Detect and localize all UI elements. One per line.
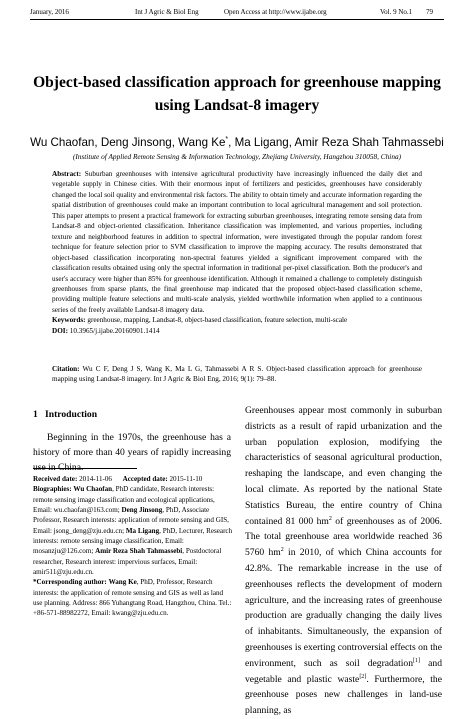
citation-block — [52, 364, 422, 385]
corresponding-marker: * — [225, 136, 229, 143]
superscript-2a: 2 — [328, 515, 332, 522]
dates-line — [33, 474, 233, 484]
superscript-2b: 2 — [280, 546, 284, 553]
section-heading — [33, 409, 97, 421]
keywords-text: greenhouse, mapping, Landsat-8, object-based classification, feature selection, multi-scale — [87, 316, 348, 325]
bio-name-2: Deng Jinsong — [121, 506, 163, 515]
received-label: Received date: — [33, 475, 78, 483]
title-line-2: using Landsat-8 imagery — [154, 97, 320, 114]
intro-right-paragraph — [245, 403, 442, 719]
affiliation: (Institute of Applied Remote Sensing & Information Technology, Zhejiang University, Hangzhou 310058, China) — [72, 152, 402, 161]
abstract-label: Abstract: — [52, 170, 82, 178]
bio-text-2: , PhD, Associate Professor, Research interests: application of remote sensing and GIS, Email: jsong_deng@zju.edu.cn; — [33, 506, 229, 535]
intro-paragraph: Beginning in the 1970s, the greenhouse has a history of more than 40 years of rapidly increasing use in China. — [33, 432, 231, 473]
abstract-block — [52, 169, 422, 336]
bio-text-4: , Postdoctoral researcher, Research interest: impervious surfaces, Email: amir511@zju.edu.cn. — [33, 547, 222, 577]
corr-name: Wang Ke — [108, 578, 137, 587]
right-text-5: . Furthermore, the greenhouse poses new challenges in land-use planning, as — [245, 673, 442, 717]
corr-text: , PhD, Professor, Research interests: the application of remote sensing and GIS as well as land use planning. Address: 866 Yuhangtang Road, Hangzhou, China. Tel.: +86-571-88982272, Email: kwang@zju.edu.cn. — [33, 578, 232, 618]
footnote-block — [33, 474, 233, 619]
reference-1[interactable]: [1] — [413, 657, 421, 664]
bio-name-1: Wu Chaofan — [73, 485, 113, 494]
accepted-label: Accepted date: — [122, 475, 168, 483]
doi-label: DOI: — [52, 326, 68, 335]
right-text-3: in 2010, of which China accounts for 42.8%. The remarkable increase in the use of greenhouses reflects the development of modern agriculture, and the increasing rates of greenhouse production are gradually changing the daily lives of inhabitants. Simultaneously, the expansion of greenhouses is exerting controversial effects on the environment, such as soil degradation — [245, 547, 442, 669]
header-rule — [30, 19, 444, 20]
intro-right-column — [245, 403, 442, 719]
section-number: 1 — [33, 409, 38, 420]
title-line-1: Object-based classification approach for greenhouse mapping — [33, 74, 441, 91]
header-access: Open Access at http://www.ijabe.org — [224, 8, 327, 16]
section-title: Introduction — [45, 409, 98, 420]
biographies — [33, 484, 233, 577]
abstract-text: Suburban greenhouses with intensive agricultural productivity have increasingly influenced the daily diet and vegetable supply in Chinese cities. With their enormous input of fertilizers and pesticides, greenhouses have considerably changed the local soil quality and environmental risk factors. The ability to obtain timely and accurate information regarding the spatial distribution of greenhouses could make an important contribution to local agricultural management and soil protection. This paper attempts to present a practical framework for extracting suburban greenhouses, integrating remote sensing data from Landsat-8 and object-oriented classification. Inheritance classification was implemented, and various properties, including texture and neighborhood features in addition to spectral information, were investigated through the popular random forest technique for feature selection prior to SVM classification to improve the mapping accuracy. The results demonstrated that object-based classification incorporating non-spectral features yielded a significant improvement compared with the classification results obtained using only the spectral information in traditional per-pixel classification. Both the producer's and user's accuracy were higher than 85% for greenhouse identification. Although it remained a challenge to completely distinguish greenhouses from sparse plants, the final greenhouse map indicated that the proposed object-based classification scheme, providing multiple feature selections and multi-scale analysis, yielded worthwhile information when applied to a continuous series of the freely available Landsat-8 imagery data. — [52, 170, 422, 314]
reference-2[interactable]: [2] — [359, 673, 367, 680]
author-list — [20, 133, 454, 150]
bio-name-4: Amir Reza Shah Tahmassebi — [95, 547, 183, 556]
running-header — [30, 7, 444, 19]
header-date: January, 2016 — [30, 8, 69, 16]
bio-text-3: , PhD, Lecturer, Research interests: remote sensing image classification, Email: mosanzju@126.com; — [33, 526, 233, 556]
bio-name-3: Ma Ligang — [125, 526, 160, 535]
citation-label: Citation: — [52, 365, 80, 373]
accepted-date: 2015-11-10 — [169, 475, 203, 483]
corresponding-author — [33, 577, 233, 618]
authors-part-2: , Ma Ligang, Amir Reza Shah Tahmassebi — [228, 135, 444, 149]
right-text-4: and vegetable and plastic waste — [245, 657, 442, 685]
paper-title — [20, 71, 454, 117]
header-journal: Int J Agric & Biol Eng — [135, 8, 199, 16]
header-volume: Vol. 9 No.1 — [380, 8, 413, 16]
citation-text: Wu C F, Deng J S, Wang K, Ma L G, Tahmassebi A R S. Object-based classification approach for greenhouse mapping using Landsat-8 imagery. Int J Agric & Biol Eng, 2016; 9(1): 79–88. — [52, 365, 422, 384]
bio-text-1: , PhD candidate, Research interests: remote sensing image classification and ecological applications, Email: wu.chaofan@163.com; — [33, 485, 215, 515]
doi-text: 10.3965/j.ijabe.20160901.1414 — [69, 326, 160, 335]
authors-part-1: Wu Chaofan, Deng Jinsong, Wang Ke — [30, 135, 226, 149]
keywords-label: Keywords: — [52, 316, 86, 325]
corr-label: *Corresponding author: — [33, 578, 107, 587]
right-text-1: Greenhouses appear most commonly in suburban districts as a result of rapid urbanization and the urban population explosion, modifying the characteristics of seasonal agricultural production, reshaping the landscape, and even changing the local climate. As reported by the national State Statistics Bureau, the entire country of China contained 81 000 hm — [245, 405, 442, 527]
received-date: 2014-11-06 — [79, 475, 112, 483]
bio-label: Biographies: — [33, 485, 72, 494]
right-text-2: of greenhouses as of 2006. The total greenhouse area worldwide reached 36 5760 hm — [245, 515, 442, 559]
footnote-rule — [33, 468, 137, 469]
header-page-number: 79 — [426, 8, 433, 16]
